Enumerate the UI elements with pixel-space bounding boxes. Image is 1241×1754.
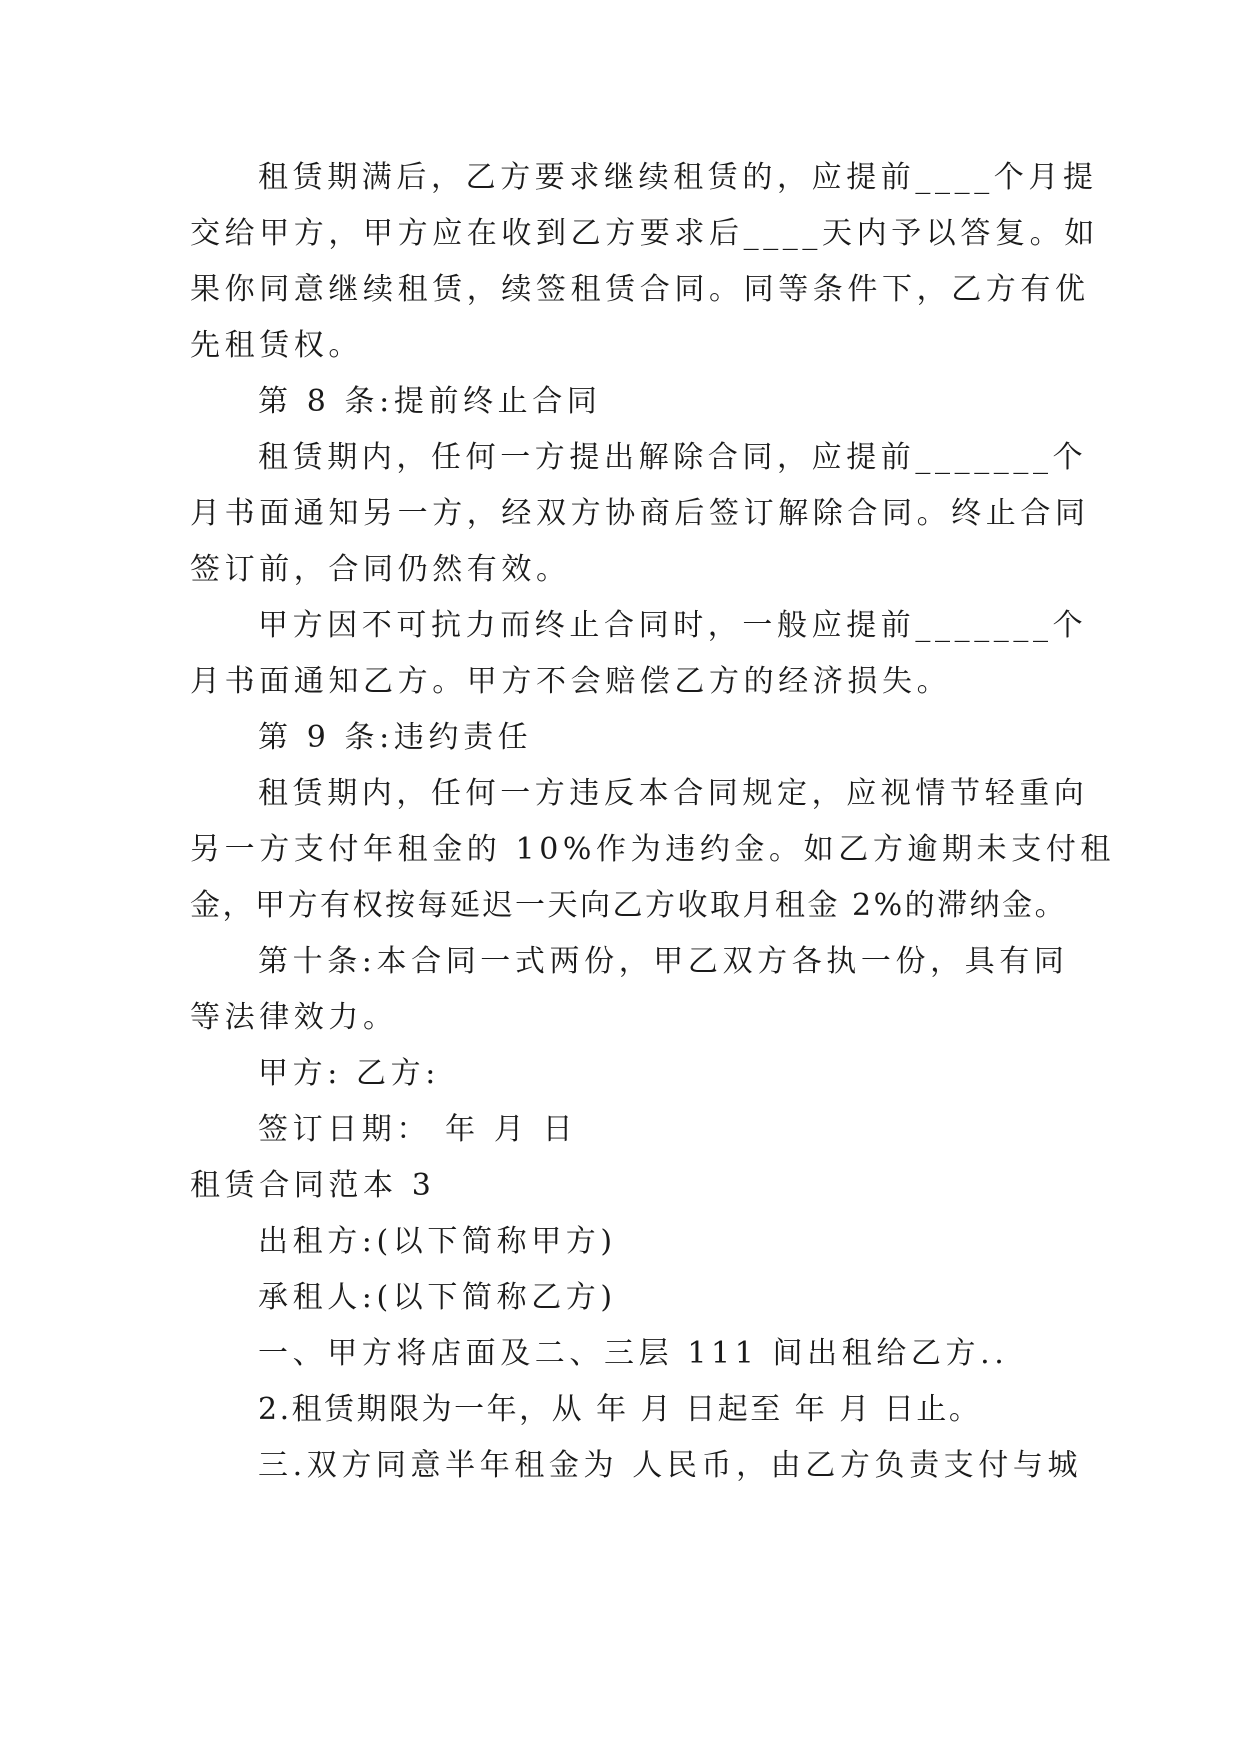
lessor-line: 出租方:(以下简称甲方) xyxy=(258,1224,617,1259)
paragraph-line: 等法律效力。 xyxy=(190,1000,398,1035)
paragraph-line: 先租赁权。 xyxy=(190,328,363,363)
paragraph-line: 金，甲方有权按每延迟一天向乙方收取月租金 2%的滞纳金。 xyxy=(190,888,1068,923)
paragraph-line: 月书面通知另一方，经双方协商后签订解除合同。终止合同 xyxy=(190,496,1090,531)
paragraph-line: 租赁期满后，乙方要求继续租赁的，应提前____个月提 xyxy=(258,160,1098,195)
paragraph-line: 交给甲方，甲方应在收到乙方要求后____天内予以答复。如 xyxy=(190,216,1099,251)
paragraph-line: 第十条:本合同一式两份，甲乙双方各执一份，具有同 xyxy=(258,944,1069,979)
paragraph-line: 签订前，合同仍然有效。 xyxy=(190,552,571,587)
section-title: 租赁合同范本 3 xyxy=(190,1168,436,1203)
clause-line: 三.双方同意半年租金为 人民币，由乙方负责支付与城 xyxy=(258,1448,1083,1483)
paragraph-line: 甲方因不可抗力而终止合同时，一般应提前_______个 xyxy=(258,608,1088,643)
signature-parties: 甲方: 乙方: xyxy=(258,1056,440,1091)
article-heading: 第 8 条:提前终止合同 xyxy=(258,384,602,419)
paragraph-line: 租赁期内，任何一方违反本合同规定，应视情节轻重向 xyxy=(258,776,1089,811)
article-heading: 第 9 条:违约责任 xyxy=(258,720,533,755)
lessee-line: 承租人:(以下简称乙方) xyxy=(258,1280,617,1315)
clause-line: 一、甲方将店面及二、三层 111 间出租给乙方.. xyxy=(258,1336,1009,1371)
signing-date: 签订日期： 年 月 日 xyxy=(258,1112,578,1147)
paragraph-line: 租赁期内，任何一方提出解除合同，应提前_______个 xyxy=(258,440,1088,475)
paragraph-line: 另一方支付年租金的 10%作为违约金。如乙方逾期未支付租 xyxy=(190,832,1116,867)
paragraph-line: 月书面通知乙方。甲方不会赔偿乙方的经济损失。 xyxy=(190,664,952,699)
paragraph-line: 果你同意继续租赁，续签租赁合同。同等条件下，乙方有优 xyxy=(190,272,1090,307)
clause-line: 2.租赁期限为一年，从 年 月 日起至 年 月 日止。 xyxy=(258,1392,982,1427)
